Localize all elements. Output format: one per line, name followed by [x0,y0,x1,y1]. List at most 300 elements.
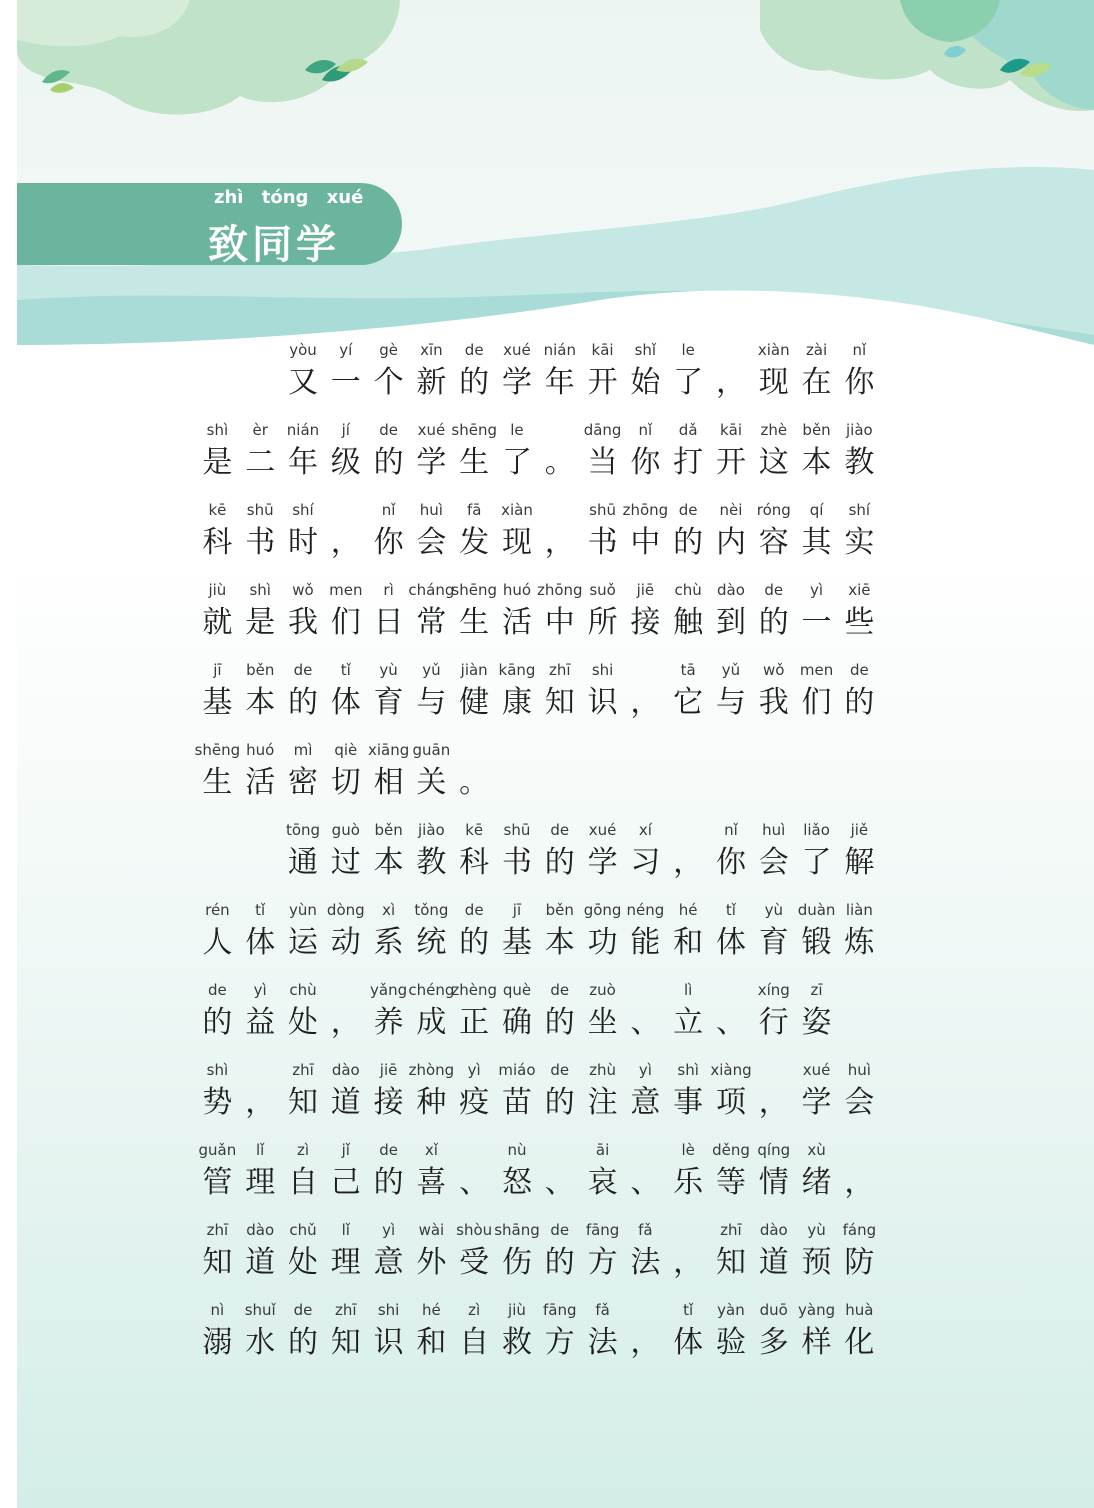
pinyin: běn [802,421,831,439]
hanzi: 本 [801,445,832,480]
pinyin: guǎn [198,1141,237,1159]
title-pinyin: zhì tóng xué [214,187,364,208]
hanzi: ， [844,1165,875,1200]
hanzi: 通 [287,845,318,880]
pinyin: xué [417,421,446,439]
hanzi: 触 [673,605,704,640]
character-cell [538,497,581,577]
pinyin: de [849,661,869,679]
character-cell [367,1217,410,1297]
pinyin: shí [292,501,314,519]
pinyin: yù [379,661,398,679]
character-cell [838,1217,881,1297]
hanzi: 打 [673,445,704,480]
hanzi: 样 [801,1325,832,1360]
character-cell [410,337,453,417]
pinyin: shū [246,501,274,519]
pinyin: jiē [379,1061,398,1079]
character-cell [239,977,282,1057]
hanzi: 到 [715,605,746,640]
hanzi: 统 [416,925,447,960]
pinyin: fāng [585,1221,620,1239]
text-line [282,817,881,897]
character-cell [838,1297,881,1377]
pinyin: kāi [591,341,614,359]
pinyin: rén [205,901,230,919]
hanzi: 我 [758,685,789,720]
pinyin: jiào [845,421,873,439]
pinyin: běn [246,661,275,679]
pinyin: yì [810,581,824,599]
text-line [196,897,881,977]
hanzi: 动 [330,925,361,960]
pinyin: de [293,1301,313,1319]
character-cell [367,977,410,1057]
character-cell [752,1297,795,1377]
pinyin: lì [683,981,693,999]
left-margin-strip [0,0,17,1508]
character-cell [324,497,367,577]
character-cell [324,577,367,657]
hanzi: 的 [459,365,490,400]
character-cell [795,337,838,417]
pinyin: shēng [194,741,241,759]
hanzi: 注 [587,1085,618,1120]
hanzi: 教 [416,845,447,880]
pinyin: shēng [451,581,497,599]
hanzi: 教 [844,445,875,480]
character-cell [453,337,496,417]
hanzi: 能 [630,925,661,960]
pinyin: yù [764,901,783,919]
character-cell [282,577,325,657]
hanzi: ， [758,1085,789,1120]
character-cell [410,977,453,1057]
page-title: 致同学 [208,221,340,268]
character-cell [752,977,795,1057]
pinyin: cháng [408,581,455,599]
pinyin: shì [249,581,271,599]
hanzi: 的 [673,525,704,560]
character-cell [624,817,667,897]
character-cell [196,497,239,577]
character-cell [239,657,282,737]
pinyin: xué [802,1061,831,1079]
character-cell [538,1217,581,1297]
pinyin: zhù [589,1061,617,1079]
character-cell [624,337,667,417]
character-cell [752,897,795,977]
character-cell [538,577,581,657]
character-cell [538,897,581,977]
hanzi: 系 [373,925,404,960]
hanzi: 确 [501,1005,532,1040]
character-cell [752,1057,795,1137]
hanzi: ， [330,1005,361,1040]
character-cell [667,1057,710,1137]
character-cell [324,1217,367,1297]
character-cell [324,1137,367,1217]
hanzi: 等 [715,1165,746,1200]
character-cell [496,1297,539,1377]
character-cell [752,817,795,897]
pinyin: wǒ [292,581,314,599]
pinyin: tā [680,661,696,679]
pinyin: shēng [451,421,497,439]
character-cell [496,657,539,737]
pinyin: mì [293,741,313,759]
hanzi: 会 [758,845,789,880]
pinyin: zhòng [408,1061,455,1079]
text-line [196,1057,881,1137]
hanzi: 法 [630,1245,661,1280]
character-cell [581,1297,624,1377]
pinyin: shū [503,821,531,839]
character-cell [795,817,838,897]
character-cell [324,417,367,497]
character-cell [795,1217,838,1297]
pinyin: běn [545,901,574,919]
character-cell [795,897,838,977]
pinyin: kē [208,501,227,519]
hanzi: 的 [758,605,789,640]
text-line [196,577,881,657]
character-cell [795,417,838,497]
hanzi: 就 [202,605,233,640]
character-cell [581,897,624,977]
hanzi: 自 [287,1165,318,1200]
character-cell [196,897,239,977]
character-cell [239,1137,282,1217]
pinyin: zhōng [622,501,669,519]
character-cell [324,737,367,817]
character-cell [239,1217,282,1297]
character-cell [239,577,282,657]
character-cell [324,817,367,897]
hanzi: 预 [801,1245,832,1280]
character-cell [581,577,624,657]
character-cell [282,897,325,977]
character-cell [453,977,496,1057]
pinyin: fǎ [595,1301,610,1319]
pinyin: jī [213,661,222,679]
hanzi: 姿 [801,1005,832,1040]
character-cell [624,497,667,577]
character-cell [667,417,710,497]
pinyin: huì [762,821,786,839]
hanzi: 书 [587,525,618,560]
pinyin: men [329,581,363,599]
pinyin: de [208,981,227,999]
character-cell [410,1057,453,1137]
character-cell [710,1217,753,1297]
pinyin: le [510,421,524,439]
hanzi: 育 [758,925,789,960]
pinyin: zhèng [451,981,497,999]
character-cell [410,657,453,737]
pinyin: dào [246,1221,275,1239]
hanzi: 学 [587,845,618,880]
pinyin: jiē [636,581,655,599]
pinyin: yì [382,1221,396,1239]
character-cell [324,337,367,417]
pinyin: tǐ [340,661,351,679]
hanzi: ， [673,845,704,880]
hanzi: 水 [245,1325,276,1360]
pinyin: fā [466,501,482,519]
pinyin: jǐ [341,1141,350,1159]
hanzi: 发 [459,525,490,560]
hanzi: 过 [330,845,361,880]
hanzi: 种 [416,1085,447,1120]
character-cell [496,1057,539,1137]
hanzi: 级 [330,445,361,480]
pinyin: tǐ [255,901,266,919]
character-cell [324,977,367,1057]
pinyin: de [464,901,484,919]
hanzi: 开 [715,445,746,480]
pinyin: de [550,821,570,839]
pinyin: lè [681,1141,695,1159]
hanzi: 理 [245,1165,276,1200]
character-cell [496,337,539,417]
pinyin: nèi [719,501,743,519]
text-line [196,497,881,577]
pinyin: zuò [589,981,616,999]
character-cell [624,1297,667,1377]
character-cell [410,817,453,897]
character-cell [581,497,624,577]
character-cell [367,337,410,417]
character-cell [453,897,496,977]
character-cell [282,1137,325,1217]
character-cell [367,1137,410,1217]
hanzi: 乐 [673,1165,704,1200]
pinyin: xǐ [424,1141,438,1159]
hanzi: 会 [416,525,447,560]
character-cell [624,977,667,1057]
pinyin: miáo [498,1061,536,1079]
pinyin: tǐ [683,1301,694,1319]
character-cell [624,1217,667,1297]
character-cell [667,897,710,977]
hanzi: 基 [501,925,532,960]
hanzi: 处 [287,1245,318,1280]
text-line [196,1217,881,1297]
pinyin: fáng [842,1221,877,1239]
hanzi: 方 [544,1325,575,1360]
pinyin: néng [626,901,665,919]
character-cell [410,737,453,817]
character-cell [538,977,581,1057]
hanzi: 行 [758,1005,789,1040]
character-cell [710,1137,753,1217]
character-cell [196,1137,239,1217]
pinyin: yùn [289,901,317,919]
pinyin: de [550,1221,570,1239]
character-cell [838,897,881,977]
pinyin: de [764,581,784,599]
pinyin: xué [503,341,531,359]
pinyin: āi [595,1141,610,1159]
hanzi: 防 [844,1245,875,1280]
pinyin: fāng [543,1301,577,1319]
hanzi: ， [673,1245,704,1280]
pinyin: yì [467,1061,481,1079]
character-cell [752,337,795,417]
pinyin: xiàn [757,341,790,359]
pinyin: xù [807,1141,826,1159]
pinyin: yǎng [370,981,408,999]
hanzi: 习 [630,845,661,880]
pinyin: jiù [208,581,227,599]
hanzi: 体 [673,1325,704,1360]
character-cell [496,897,539,977]
hanzi: 意 [630,1085,661,1120]
pinyin: jiě [850,821,869,839]
character-cell [282,337,325,417]
hanzi: 的 [287,685,318,720]
character-cell [581,1137,624,1217]
hanzi: ， [630,1325,661,1360]
character-cell [367,577,410,657]
character-cell [838,497,881,577]
pinyin: shì [677,1061,699,1079]
pinyin: men [799,661,834,679]
character-cell [710,577,753,657]
pinyin: xiàng [710,1061,752,1079]
pinyin: yǔ [721,661,741,679]
pinyin: yǔ [422,661,441,679]
pinyin: xí [638,821,652,839]
character-cell [667,1217,710,1297]
text-line [196,1297,881,1377]
character-cell [453,417,496,497]
hanzi: 书 [501,845,532,880]
character-cell [410,1297,453,1377]
hanzi: 了 [673,365,704,400]
pinyin: nián [543,341,576,359]
hanzi: 二 [245,445,276,480]
hanzi: 情 [758,1165,789,1200]
character-cell [667,337,710,417]
pinyin: hé [422,1301,441,1319]
character-cell [282,817,325,897]
hanzi: 运 [287,925,318,960]
pinyin: zhī [292,1061,314,1079]
character-cell [324,657,367,737]
hanzi: 学 [501,365,532,400]
hanzi: 当 [587,445,618,480]
character-cell [282,737,325,817]
character-cell [581,1217,624,1297]
character-cell [196,977,239,1057]
hanzi: 基 [202,685,233,720]
character-cell [838,577,881,657]
character-cell [838,417,881,497]
character-cell [367,1297,410,1377]
hanzi: 的 [373,1165,404,1200]
hanzi: ， [330,525,361,560]
hanzi: 溺 [202,1325,233,1360]
pinyin: zì [296,1141,310,1159]
pinyin: duō [759,1301,788,1319]
character-cell [282,497,325,577]
character-cell [196,657,239,737]
character-cell [239,497,282,577]
pinyin: qí [809,501,824,519]
character-cell [624,1057,667,1137]
hanzi: 健 [459,685,490,720]
pinyin: de [678,501,698,519]
hanzi: 生 [202,765,233,800]
pinyin: nián [286,421,320,439]
hanzi: 的 [373,445,404,480]
hanzi: 与 [416,685,447,720]
hanzi: 多 [758,1325,789,1360]
hanzi: 的 [544,1005,575,1040]
pinyin: jiù [508,1301,526,1319]
hanzi: 在 [801,365,832,400]
hanzi: 伤 [501,1245,532,1280]
hanzi: 年 [544,365,575,400]
character-cell [667,1297,710,1377]
hanzi: 的 [459,925,490,960]
hanzi: 体 [330,685,361,720]
pinyin: liàn [845,901,873,919]
character-cell [410,897,453,977]
pinyin: fǎ [638,1221,653,1239]
hanzi: 功 [587,925,618,960]
character-cell [367,817,410,897]
character-cell [624,577,667,657]
hanzi: 们 [801,685,832,720]
character-cell [324,897,367,977]
character-cell [196,737,239,817]
character-cell [410,1217,453,1297]
pinyin: děng [712,1141,750,1159]
character-cell [453,577,496,657]
pinyin: hé [678,901,698,919]
character-cell [367,497,410,577]
pinyin: huó [502,581,532,599]
pinyin: dào [331,1061,360,1079]
character-cell [324,1057,367,1137]
pinyin: chéng [408,981,455,999]
character-cell [795,497,838,577]
character-cell [624,1137,667,1217]
character-cell [538,1057,581,1137]
pinyin: xíng [757,981,790,999]
hanzi: 势 [202,1085,233,1120]
pinyin: lǐ [256,1141,265,1159]
character-cell [282,657,325,737]
character-cell [367,417,410,497]
hanzi: 事 [673,1085,704,1120]
hanzi: 己 [330,1165,361,1200]
hanzi: 学 [416,445,447,480]
hanzi: 、 [630,1165,661,1200]
text-line [196,1137,881,1217]
pinyin: róng [756,501,791,519]
hanzi: 始 [630,365,661,400]
hanzi: 正 [459,1005,490,1040]
character-cell [538,337,581,417]
pinyin: nǐ [638,421,653,439]
character-cell [667,577,710,657]
hanzi: 理 [330,1245,361,1280]
pinyin: xīn [420,341,443,359]
